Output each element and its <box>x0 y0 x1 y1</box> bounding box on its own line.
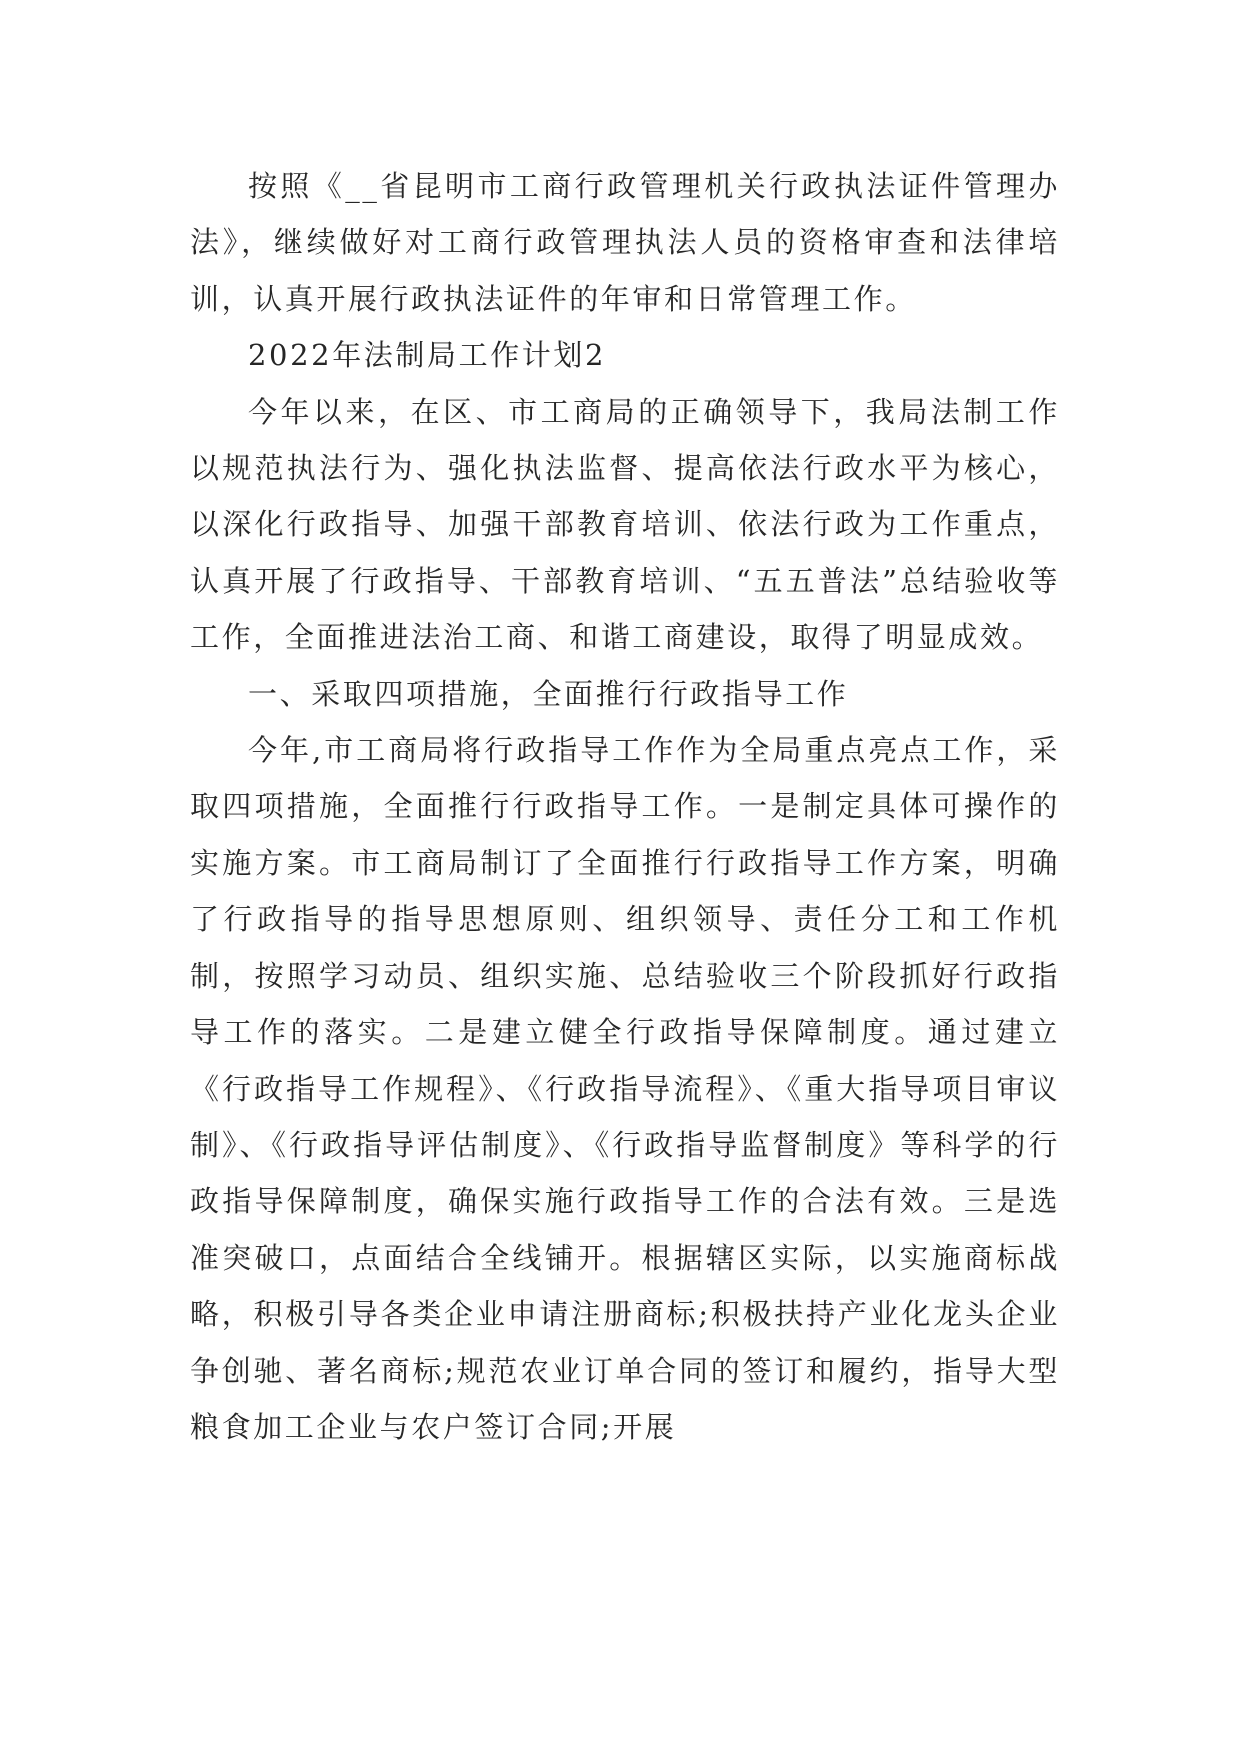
section-title: 2022年法制局工作计划2 <box>248 338 607 373</box>
document-body <box>190 158 1060 1455</box>
paragraph-administrative-guidance: 今年,市工商局将行政指导工作作为全局重点亮点工作，采取四项措施，全面推行行政指导工作。一是制定具体可操作的实施方案。市工商局制订了全面推行行政指导工作方案，明确了行政指导的指导思想原则、组织领导、责任分工和工作机制，按照学习动员、组织实施、总结验收三个阶段抓好行政指导工作的落实。二是建立健全行政指导保障制度。通过建立《行政指导工作规程》、《行政指导流程》、《重大指导项目审议制》、《行政指导评估制度》、《行政指导监督制度》等科学的行政指导保障制度，确保实施行政指导工作的合法有效。三是选准突破口，点面结合全线铺开。根据辖区实际，以实施商标战略，积极引导各类企业申请注册商标;积极扶持产业化龙头企业争创驰、著名商标;规范农业订单合同的签订和履约，指导大型粮食加工企业与农户签订合同;开展 <box>190 733 1060 1444</box>
subsection-heading: 一、采取四项措施，全面推行行政指导工作 <box>248 676 849 711</box>
paragraph-overview: 今年以来，在区、市工商局的正确领导下，我局法制工作以规范执法行为、强化执法监督、提高依法行政水平为核心，以深化行政指导、加强干部教育培训、依法行政为工作重点，认真开展了行政指导、干部教育培训、“五五普法”总结验收等工作，全面推进法治工商、和谐工商建设，取得了明显成效。 <box>190 394 1060 655</box>
paragraph-certificate-management: 按照《__省昆明市工商行政管理机关行政执法证件管理办法》，继续做好对工商行政管理执法人员的资格审查和法律培训，认真开展行政执法证件的年审和日常管理工作。 <box>190 169 1060 316</box>
